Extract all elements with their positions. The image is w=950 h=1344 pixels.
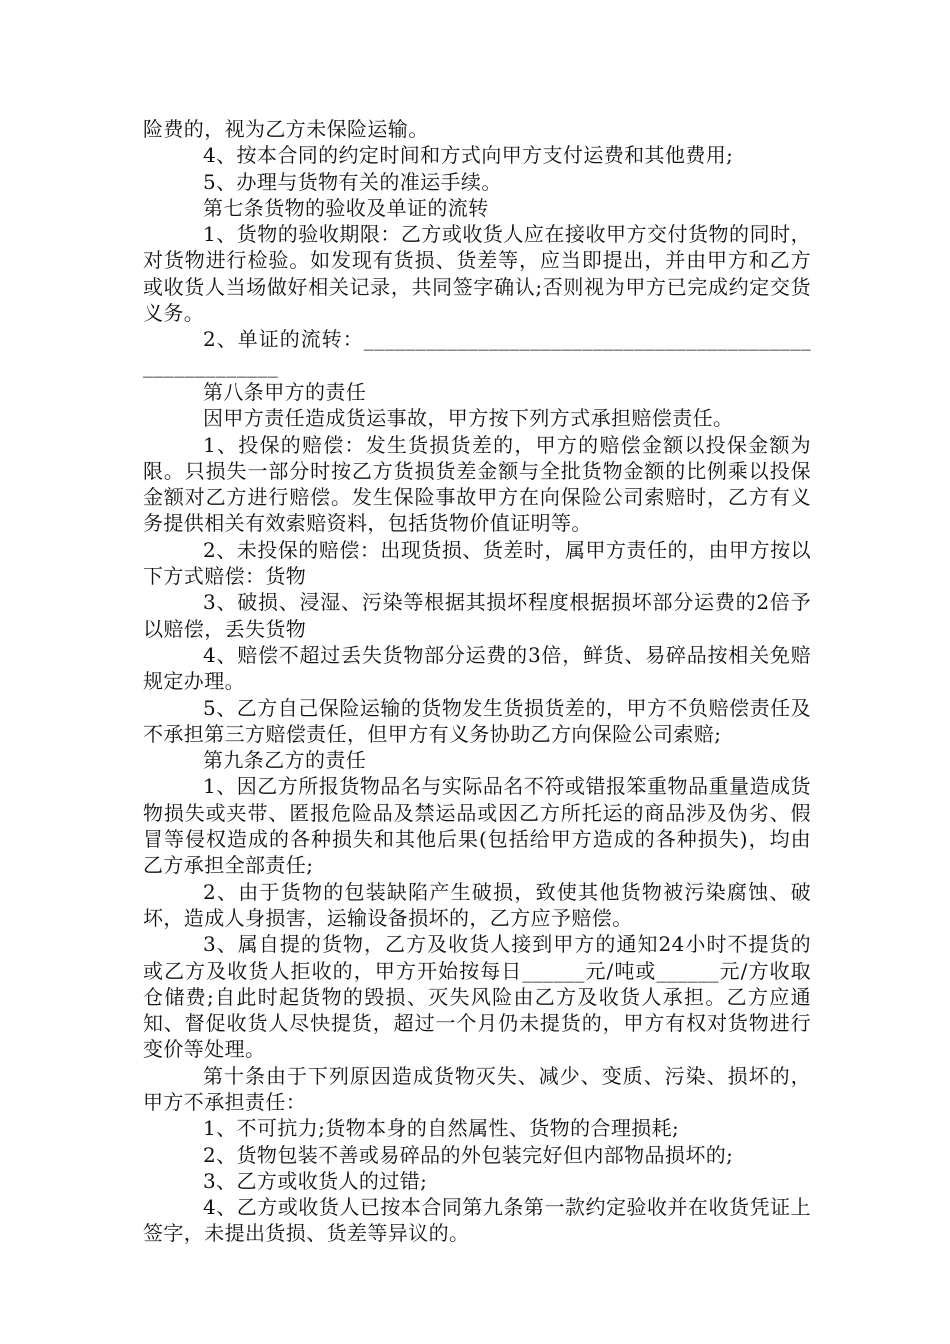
paragraph: 2、由于货物的包装缺陷产生破损，致使其他货物被污染腐蚀、破坏，造成人身损害，运输设备损坏的，乙方应予赔偿。 (143, 879, 811, 930)
section-heading: 第八条甲方的责任 (203, 379, 367, 404)
paragraph: 3、破损、浸湿、污染等根据其损坏程度根据损坏部分运费的2倍予以赔偿，丢失货物 (143, 590, 811, 641)
paragraph: 因甲方责任造成货运事故，甲方按下列方式承担赔偿责任。 (203, 406, 734, 431)
paragraph: 1、因乙方所报货物品名与实际品名不符或错报笨重物品重量造成货物损失或夹带、匿报危险品及禁运品或因乙方所托运的商品涉及伪劣、假冒等侵权造成的各种损失和其他后果(包括给甲方造成的各种损失)，均由乙方承担全部责任; (143, 774, 811, 878)
paragraph: 3、属自提的货物，乙方及收货人接到甲方的通知24小时不提货的或乙方及收货人拒收的，甲方开始按每日______元/吨或______元/方收取仓储费;自此时起货物的毁损、灭失风险由乙方及收货人承担。乙方应通知、督促收货人尽快提货，超过一个月仍未提货的，甲方有权对货物进行变价等处理。 (143, 932, 811, 1062)
paragraph: 1、投保的赔偿：发生货损货差的，甲方的赔偿金额以投保金额为限。只损失一部分时按乙方货损货差金额与全批货物金额的比例乘以投保金额对乙方进行赔偿。发生保险事故甲方在向保险公司索赔时，乙方有义务提供相关有效索赔资料，包括货物价值证明等。 (143, 432, 811, 536)
paragraph: 5、办理与货物有关的准运手续。 (203, 169, 502, 194)
paragraph: 1、不可抗力;货物本身的自然属性、货物的合理损耗; (203, 1116, 680, 1141)
paragraph: 4、赔偿不超过丢失货物部分运费的3倍，鲜货、易碎品按相关免赔规定办理。 (143, 642, 811, 694)
document-body (143, 116, 811, 1247)
section-heading: 第九条乙方的责任 (203, 748, 367, 773)
paragraph: 1、货物的验收期限：乙方或收货人应在接收甲方交付货物的同时，对货物进行检验。如发现有货损、货差等，应当即提出，并由甲方和乙方或收货人当场做好相关记录，共同签字确认;否则视为甲方已完成约定交货义务。 (143, 222, 811, 326)
paragraph: 4、按本合同的约定时间和方式向甲方支付运费和其他费用; (203, 143, 734, 168)
paragraph: 险费的，视为乙方未保险运输。 (143, 117, 429, 141)
paragraph: 5、乙方自己保险运输的货物发生货损货差的，甲方不负赔偿责任及不承担第三方赔偿责任，但甲方有义务协助乙方向保险公司索赔; (143, 695, 811, 746)
paragraph: 2、货物包装不善或易碎品的外包装完好但内部物品损坏的; (203, 1142, 734, 1167)
paragraph-document-flow: 2、单证的流转：________________________________________________________ (143, 327, 811, 378)
paragraph: 4、乙方或收货人已按本合同第九条第一款约定验收并在收货凭证上签字，未提出货损、货差等异议的。 (143, 1195, 811, 1246)
paragraph: 3、乙方或收货人的过错; (203, 1168, 428, 1193)
section-heading: 第十条由于下列原因造成货物灭失、减少、变质、污染、损坏的，甲方不承担责任： (143, 1063, 811, 1114)
paragraph: 2、未投保的赔偿：出现货损、货差时，属甲方责任的，由甲方按以下方式赔偿：货物 (143, 537, 811, 589)
section-heading: 第七条货物的验收及单证的流转 (203, 195, 489, 220)
